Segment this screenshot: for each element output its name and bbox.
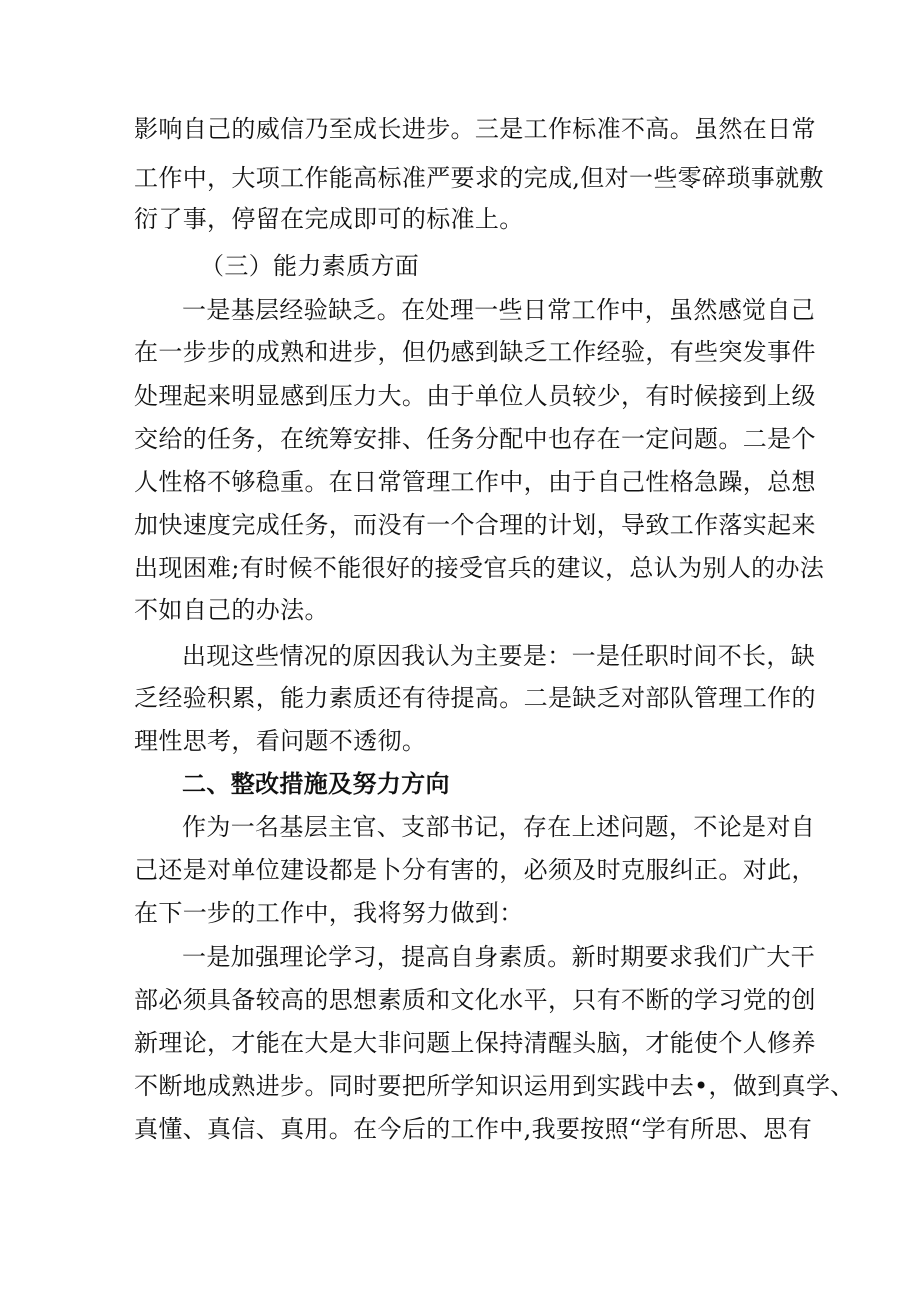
body-text-line: 不如自己的办法。 xyxy=(134,596,329,624)
body-text-line: 理性思考，看问题不透彻。 xyxy=(134,727,427,755)
body-text-line: 部必须具备较高的思想素质和文化水平，只有不断的学习党的创 xyxy=(134,986,816,1014)
body-text-line: 衍了事，停留在完成即可的标准上。 xyxy=(134,205,524,233)
body-text-line: 一是加强理论学习，提高自身素质。新时期要求我们广大干 xyxy=(182,943,816,971)
body-text-line: 新理论，才能在大是大非问题上保持清醒头脑，才能使个人修养 xyxy=(134,1029,816,1057)
body-text-line: 工作中，大项工作能高标准严要求的完成,但对一些零碎琐事就敷 xyxy=(134,164,824,192)
body-text-line: 交给的任务，在统筹安排、任务分配中也存在一定问题。二是个 xyxy=(134,425,816,453)
body-text-line: 处理起来明显感到压力大。由于单位人员较少，有时候接到上级 xyxy=(134,382,816,410)
body-text-line: 乏经验积累，能力素质还有待提高。二是缺乏对部队管理工作的 xyxy=(134,684,816,712)
body-text-line: 作为一名基层主官、支部书记，存在上述问题，不论是对自 xyxy=(182,813,816,841)
body-text-line: 影响自己的威信乃至成长进步。三是工作标准不高。虽然在日常 xyxy=(134,115,816,143)
body-text-line: 出现这些情况的原因我认为主要是：一是任职时间不长，缺 xyxy=(182,642,816,670)
section-subheading: （三）能力素质方面 xyxy=(200,252,420,280)
body-text-line: 一是基层经验缺乏。在处理一些日常工作中，虽然感觉自己 xyxy=(182,296,816,324)
body-text-line: 在下一步的工作中，我将努力做到： xyxy=(134,899,524,927)
body-text-line: 己还是对单位建设都是卜分有害的，必须及时克服纠正。对此， xyxy=(134,856,816,884)
body-text-line: 加快速度完成任务，而没有一个合理的计划，导致工作落实起来 xyxy=(134,511,816,539)
body-text-line: 人性格不够稳重。在日常管理工作中，由于自己性格急躁，总想 xyxy=(134,468,816,496)
body-text-line: 在一步步的成熟和进步，但仍感到缺乏工作经验，有些突发事件 xyxy=(134,338,816,366)
body-text-line: 真懂、真信、真用。在今后的工作中,我要按照“学有所思、思有 xyxy=(134,1115,813,1143)
section-heading: 二、整改措施及努力方向 xyxy=(182,769,450,798)
body-text-line: 不断地成熟进步。同时要把所学知识运用到实践中去•，做到真学、 xyxy=(134,1072,855,1100)
body-text-line: 出现困难;有时候不能很好的接受官兵的建议，总认为别人的办法 xyxy=(134,554,825,582)
